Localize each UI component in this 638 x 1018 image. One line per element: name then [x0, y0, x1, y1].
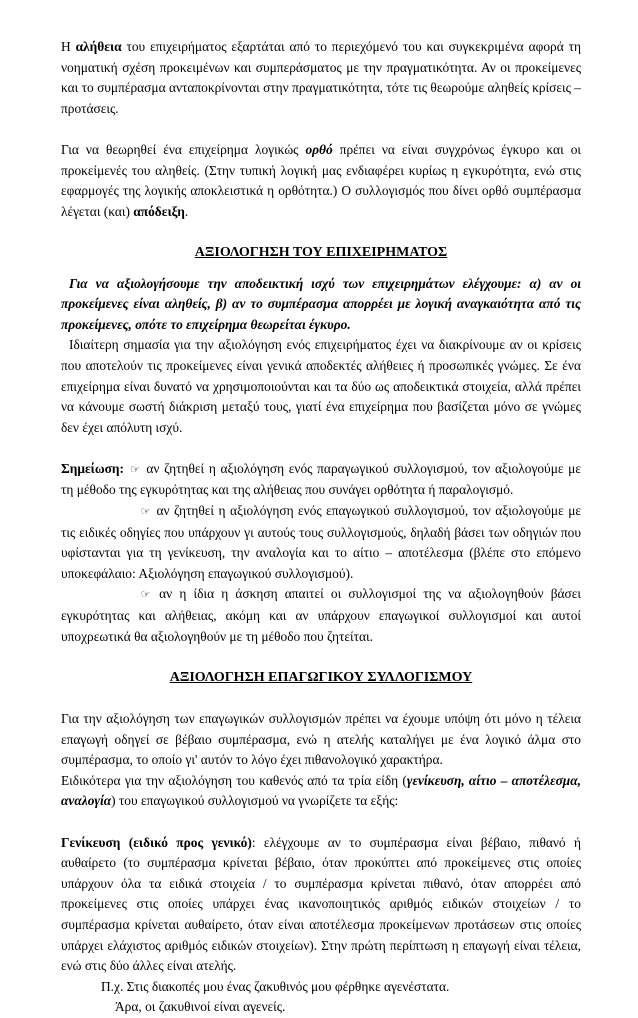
text: Η	[61, 39, 76, 54]
example-line-2: Άρα, οι ζακυθινοί είναι αγενείς.	[115, 999, 286, 1015]
heading-argument-evaluation: ΑΞΙΟΛΟΓΗΣΗ ΤΟΥ ΕΠΙΧΕΙΡΗΜΑΤΟΣ	[194, 244, 448, 260]
text: Ειδικότερα για την αξιολόγηση του καθενός από τα τρία είδη (	[61, 772, 407, 788]
text: ) του επαγωγικού συλλογισμού να γνωρίζετε τα εξής:	[111, 793, 399, 809]
paragraph-soundness	[61, 140, 581, 222]
note-item-1	[61, 459, 581, 501]
text: αν η ίδια η άσκηση απαιτεί οι συλλογισμοί της να αξιολογηθούν βάσει εγκυρότητας και αλήθειας, ακόμη και αν υπάρχουν επαγωγικοί συλλογισμοί και αυτοί υποχρεωτικά θα αξιολογηθούν με τη μέθοδο που ζητείται.	[61, 586, 581, 644]
paragraph-truths-opinions: Ιδιαίτερη σημασία για την αξιολόγηση ενός επιχειρήματος έχει να διακρίνουμε αν οι κρίσεις που αποτελούν τις προκείμενες είναι γενικά αποδεκτές αλήθειες ή προσωπικές γνώμες. Σε ένα επιχείρημα είναι δυνατό να χρησιμοποιούνται και τα δύο ως αποδεικτικά στοιχεία, αλλά πρέπει να κάνουμε σωστή διάκριση μεταξύ τους, γιατί ένα επιχείρημα που βασίζεται μόνο σε γνώμες δεν έχει απόλυτη ισχύ.	[61, 337, 581, 435]
text: αν ζητηθεί η αξιολόγηση ενός επαγωγικού συλλογισμού, τον αξιολογούμε με τις ειδικές οδηγίες που υπάρχουν γι αυτούς τους συλλογισμούς, δηλαδή βάσει των οδηγιών που υφίστανται για τη γενίκευση, την αναλογία και το αίτιο – αποτέλεσμα (βλέπε στο επόμενο υποκεφάλαιο: Αξιολόγηση επαγωγικού συλλογισμού).	[61, 503, 581, 581]
note-item-2	[61, 501, 581, 584]
hand-pointing-icon: ☞	[140, 588, 151, 602]
paragraph-evaluation-criteria: Για να αξιολογήσουμε την αποδεικτική ισχύ των επιχειρημάτων ελέγχουμε: α) αν οι προκείμενες είναι αληθείς, β) αν το συμπέρασμα απορρέει με λογική αναγκαιότητα από τις προκείμενες, οπότε το επιχείρημα θεωρείται έγκυρο.	[61, 275, 581, 332]
text: του επιχειρήματος εξαρτάται από το περιεχόμενό του και συγκεκριμένα αφορά τη νοηματική σχέση προκειμένων και συμπεράσματος με την πραγματικότητα. Αν οι προκείμενες και το συμπέρασμα ανταποκρίνονται στην πραγματικότητα, τότε τις θεωρούμε αληθείς κρίσεις – προτάσεις.	[61, 39, 581, 116]
heading-inductive-evaluation: ΑΞΙΟΛΟΓΗΣΗ ΕΠΑΓΩΓΙΚΟΥ ΣΥΛΛΟΓΙΣΜΟΥ	[169, 669, 473, 685]
text: .	[184, 203, 189, 219]
text: αν ζητηθεί η αξιολόγηση ενός παραγωγικού συλλογισμού, τον αξιολογούμε με τη μέθοδο της εγκυρότητας και της αλήθειας που συνάγει ορθότητα ή παραλογισμό.	[61, 460, 581, 498]
document-page	[61, 37, 581, 1018]
text: Για να θεωρηθεί ένα επιχείρημα λογικώς	[61, 141, 306, 157]
paragraph-truth	[61, 37, 581, 119]
term-sound: ορθό	[305, 141, 333, 157]
text: πρέπει να είναι συγχρόνως έγκυρο και οι προκείμενές του αληθείς. (Στην τυπική λογική μας ενδιαφέρει κυρίως η εγκυρότητα, ενώ στις εφαρμογές της λογικής αποκλειστικά η ορθότητα.) Ο συλλογισμός που δίνει ορθό συμπέρασμα λέγεται (και)	[61, 141, 582, 219]
example-line-1: Π.χ. Στις διακοπές μου ένας ζακυθινός μου φέρθηκε αγενέστατα.	[101, 978, 450, 994]
term-proof: απόδειξη	[133, 203, 185, 219]
note-label: Σημείωση:	[61, 460, 124, 476]
note-item-3	[61, 584, 581, 647]
hand-pointing-icon: ☞	[140, 505, 151, 519]
term-truth: αλήθεια	[75, 39, 122, 54]
text: : ελέγχουμε αν το συμπέρασμα είναι βέβαιο, πιθανό ή αυθαίρετο (το συμπέρασμα κρίνεται βέβαιο, όταν προκύπτει από προκείμενες στις οποίες υπάρχουν όλα τα ειδικά στοιχεία / το συμπέρασμα κρίνεται πιθανό, όταν απορρέει από προκείμενες στις οποίες υπάρχει ένας ικανοποιητικός αριθμός ειδικών στοιχείων / το συμπέρασμα κρίνεται αυθαίρετο, όταν είναι αποτέλεσμα προκείμενων προτάσεων στις οποίες υπάρχει ελάχιστος αριθμός ειδικών στοιχείων). Στην πρώτη περίπτωση η επαγωγή είναι τέλεια, ενώ στις δύο άλλες είναι ατελής.	[61, 834, 581, 974]
paragraph-generalization	[61, 833, 581, 977]
paragraph-three-types	[61, 771, 581, 812]
paragraph-inductive-intro: Για την αξιολόγηση των επαγωγικών συλλογισμών πρέπει να έχουμε υπόψη ότι μόνο η τέλεια επαγωγή οδηγεί σε βέβαιο συμπέρασμα, ενώ η ατελής καταλήγει με ένα λογικό άλμα στο συμπέρασμα, το οποίο γι' αυτόν το λόγο έχει πιθανολογικό χαρακτήρα.	[61, 711, 581, 768]
hand-pointing-icon: ☞	[130, 462, 141, 476]
term-generalization: Γενίκευση (ειδικό προς γενικό)	[61, 834, 252, 850]
term-types: γενίκευση, αίτιο – αποτέλεσμα, αναλογία	[61, 772, 581, 809]
